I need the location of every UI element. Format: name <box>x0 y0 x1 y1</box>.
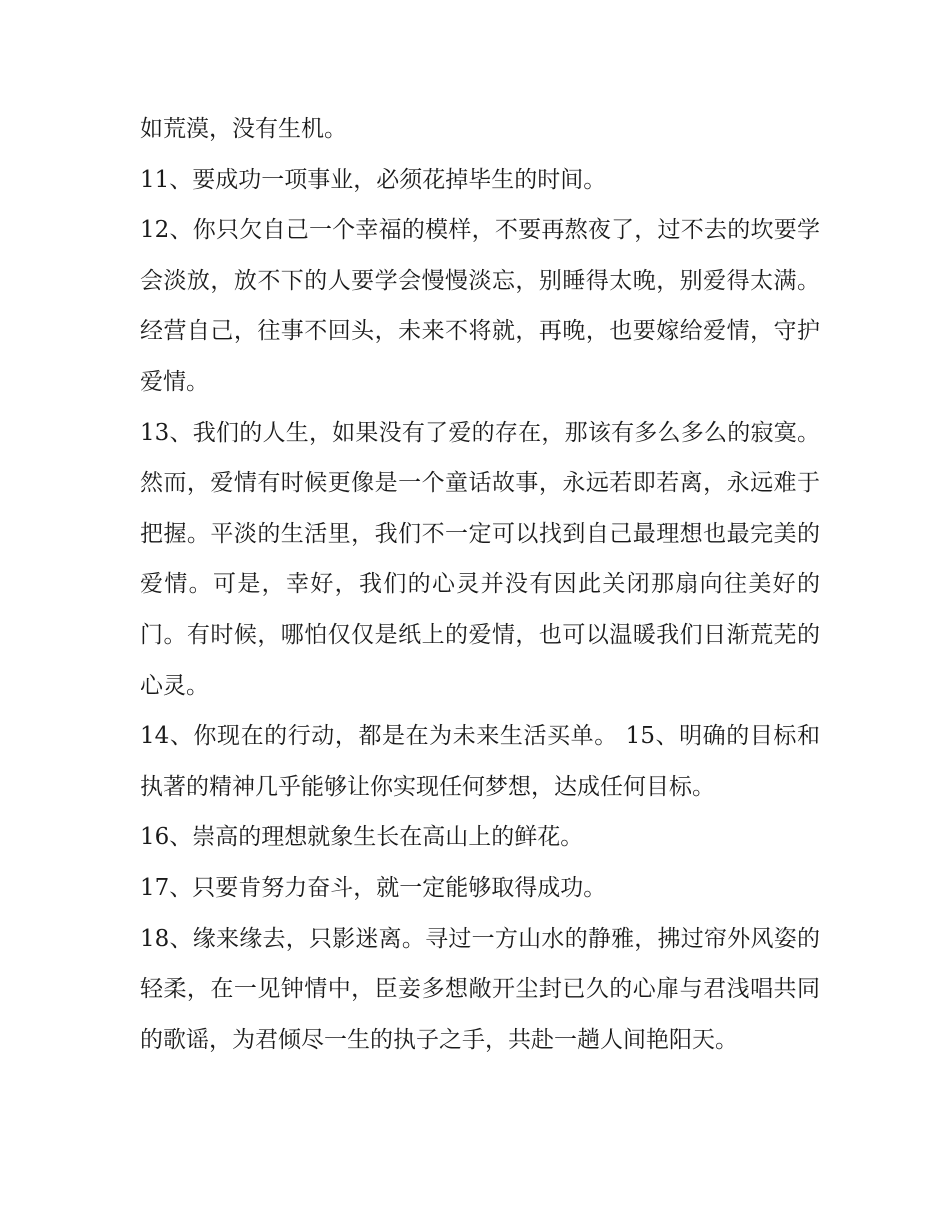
paragraph-14-15: 14、你现在的行动，都是在为未来生活买单。 15、明确的目标和执著的精神几乎能够让你实现任何梦想，达成任何目标。 <box>140 723 820 800</box>
paragraph-12: 12、你只欠自己一个幸福的模样，不要再熬夜了，过不去的坎要学会淡放，放不下的人要学会慢慢淡忘，别睡得太晚，别爱得太满。经营自己，往事不回头，未来不将就，再晚，也要嫁给爱情，守护爱情。 <box>140 217 820 395</box>
paragraph-17: 17、只要肯努力奋斗，就一定能够取得成功。 <box>140 874 607 901</box>
paragraph-18: 18、缘来缘去，只影迷离。寻过一方山水的静雅，拂过帘外风姿的轻柔，在一见钟情中，臣妾多想敞开尘封已久的心扉与君浅唱共同的歌谣，为君倾尽一生的执子之手，共赴一趟人间艳阳天。 <box>140 925 820 1053</box>
paragraph-13: 13、我们的人生，如果没有了爱的存在，那该有多么多么的寂寞。然而，爱情有时候更像是一个童话故事，永远若即若离，永远难于把握。平淡的生活里，我们不一定可以找到自己最理想也最完美的爱情。可是，幸好，我们的心灵并没有因此关闭那扇向往美好的门。有时候，哪怕仅仅是纸上的爱情，也可以温暖我们日渐荒芜的心灵。 <box>140 419 820 699</box>
text-body <box>140 104 820 1065</box>
paragraph-continuation: 如荒漠，没有生机。 <box>140 116 347 142</box>
paragraph-11: 11、要成功一项事业，必须花掉毕生的时间。 <box>140 166 607 193</box>
paragraph-16: 16、崇高的理想就象生长在高山上的鲜花。 <box>140 824 584 851</box>
